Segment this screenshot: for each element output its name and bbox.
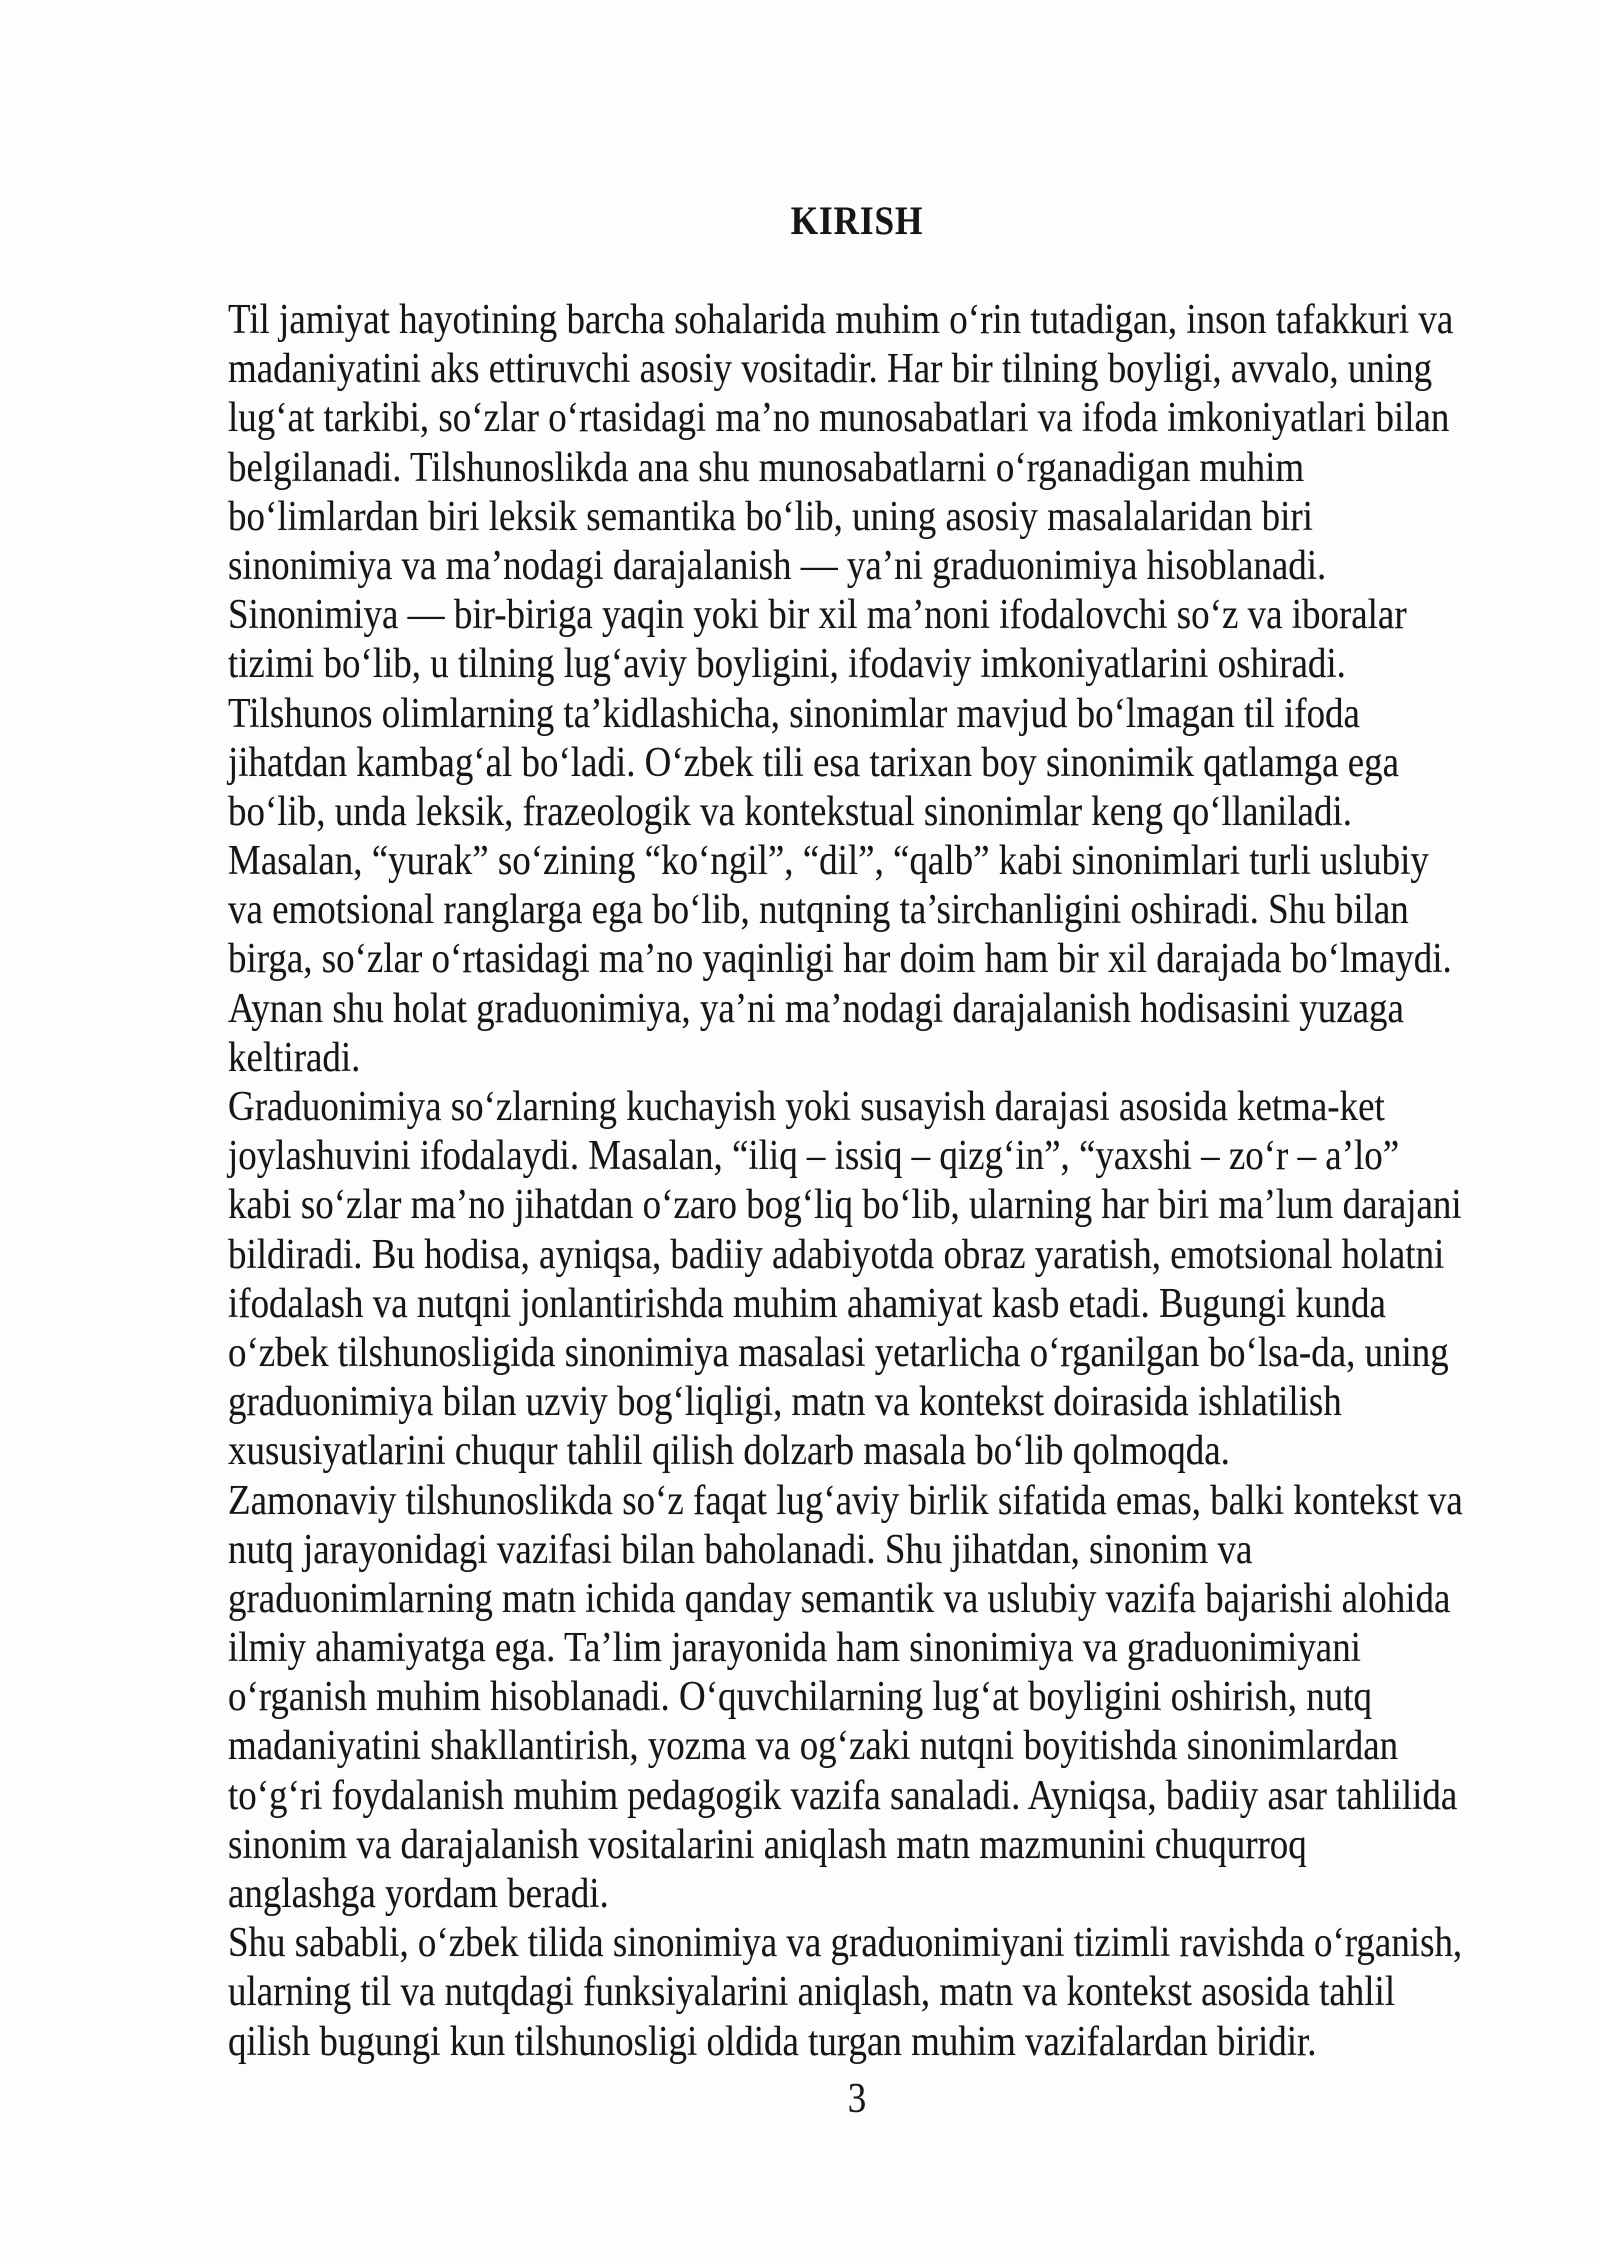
page-number: 3: [847, 2076, 867, 2122]
text-line: lug‘at tarkibi, so‘zlar o‘rtasidagi ma’no munosabatlari va ifoda imkoniyatlari bilan: [228, 395, 1450, 442]
text-line: Til jamiyat hayotining barcha sohalarida muhim o‘rin tutadigan, inson tafakkuri va: [228, 297, 1454, 343]
text-line: graduonimiya bilan uzviy bog‘liqligi, matn va kontekst doirasida ishlatilish: [228, 1379, 1342, 1426]
text-line: o‘zbek tilshunosligida sinonimiya masalasi yetarlicha o‘rganilgan bo‘lsa-da, uning: [228, 1329, 1449, 1376]
text-line: o‘rganish muhim hisoblanadi. O‘quvchilarning lug‘at boyligini oshirish, nutq: [228, 1674, 1372, 1721]
text-line: birga, so‘zlar o‘rtasidagi ma’no yaqinligi har doim ham bir xil darajada bo‘lmaydi.: [228, 936, 1452, 983]
text-line: belgilanadi. Tilshunoslikda ana shu munosabatlarni o‘rganadigan muhim: [228, 444, 1305, 491]
text-line: keltiradi.: [228, 1034, 361, 1081]
text-line: anglashga yordam beradi.: [228, 1871, 609, 1917]
text-line: qilish bugungi kun tilshunosligi oldida turgan muhim vazifalardan biridir.: [228, 2018, 1317, 2065]
text-line: tizimi bo‘lib, u tilning lug‘aviy boyligini, ifodaviy imkoniyatlarini oshiradi.: [228, 641, 1346, 688]
text-line: madaniyatini shakllantirish, yozma va og‘zaki nutqni boyitishda sinonimlardan: [228, 1723, 1399, 1770]
text-line: bo‘lib, unda leksik, frazeologik va kontekstual sinonimlar keng qo‘llaniladi.: [228, 788, 1352, 835]
text-line: ifodalash va nutqni jonlantirishda muhim ahamiyat kasb etadi. Bugungi kunda: [228, 1280, 1386, 1327]
text-line: kabi so‘zlar ma’no jihatdan o‘zaro bog‘liq bo‘lib, ularning har biri ma’lum darajani: [228, 1182, 1462, 1229]
text-line: ilmiy ahamiyatga ega. Ta’lim jarayonida ham sinonimiya va graduonimiyani: [228, 1625, 1361, 1672]
text-line: Zamonaviy tilshunoslikda so‘z faqat lug‘aviy birlik sifatida emas, balki kontekst va: [228, 1477, 1463, 1524]
text-line: ularning til va nutqdagi funksiyalarini aniqlash, matn va kontekst asosida tahlil: [228, 1969, 1396, 2016]
page-title: KIRISH: [790, 198, 924, 243]
text-line: madaniyatini aks ettiruvchi asosiy vositadir. Har bir tilning boyligi, avvalo, uning: [228, 346, 1433, 393]
text-line: Graduonimiya so‘zlarning kuchayish yoki susayish darajasi asosida ketma-ket: [228, 1084, 1385, 1130]
document-body: [228, 296, 1486, 2067]
text-line: graduonimlarning matn ichida qanday semantik va uslubiy vazifa bajarishi alohida: [228, 1575, 1451, 1622]
text-line: nutq jarayonidagi vazifasi bilan baholanadi. Shu jihatdan, sinonim va: [228, 1526, 1253, 1573]
text-line: to‘g‘ri foydalanish muhim pedagogik vazifa sanaladi. Ayniqsa, badiiy asar tahlilida: [228, 1772, 1458, 1819]
text-line: bo‘limlardan biri leksik semantika bo‘lib, uning asosiy masalalaridan biri: [228, 493, 1313, 540]
text-line: Aynan shu holat graduonimiya, ya’ni ma’nodagi darajalanish hodisasini yuzaga: [228, 985, 1404, 1032]
text-line: jihatdan kambag‘al bo‘ladi. O‘zbek tili esa tarixan boy sinonimik qatlamga ega: [228, 739, 1400, 786]
text-line: Sinonimiya — bir-biriga yaqin yoki bir xil ma’noni ifodalovchi so‘z va iboralar: [228, 592, 1407, 639]
text-line: Tilshunos olimlarning ta’kidlashicha, sinonimlar mavjud bo‘lmagan til ifoda: [228, 690, 1360, 737]
text-line: sinonim va darajalanish vositalarini aniqlash matn mazmunini chuqurroq: [228, 1821, 1307, 1868]
text-line: xususiyatlarini chuqur tahlil qilish dolzarb masala bo‘lib qolmoqda.: [228, 1428, 1230, 1475]
text-line: sinonimiya va ma’nodagi darajalanish — ya’ni graduonimiya hisoblanadi.: [228, 542, 1327, 589]
text-line: Shu sababli, o‘zbek tilida sinonimiya va graduonimiyani tizimli ravishda o‘rganish,: [228, 1920, 1463, 1967]
text-line: joylashuvini ifodalaydi. Masalan, “iliq – issiq – qizg‘in”, “yaxshi – zo‘r – a’lo”: [228, 1133, 1400, 1180]
text-line: va emotsional ranglarga ega bo‘lib, nutqning ta’sirchanligini oshiradi. Shu bilan: [228, 887, 1409, 934]
text-line: bildiradi. Bu hodisa, ayniqsa, badiiy adabiyotda obraz yaratish, emotsional holatni: [228, 1231, 1445, 1278]
text-line: Masalan, “yurak” so‘zining “ko‘ngil”, “dil”, “qalb” kabi sinonimlari turli uslubiy: [228, 838, 1429, 885]
